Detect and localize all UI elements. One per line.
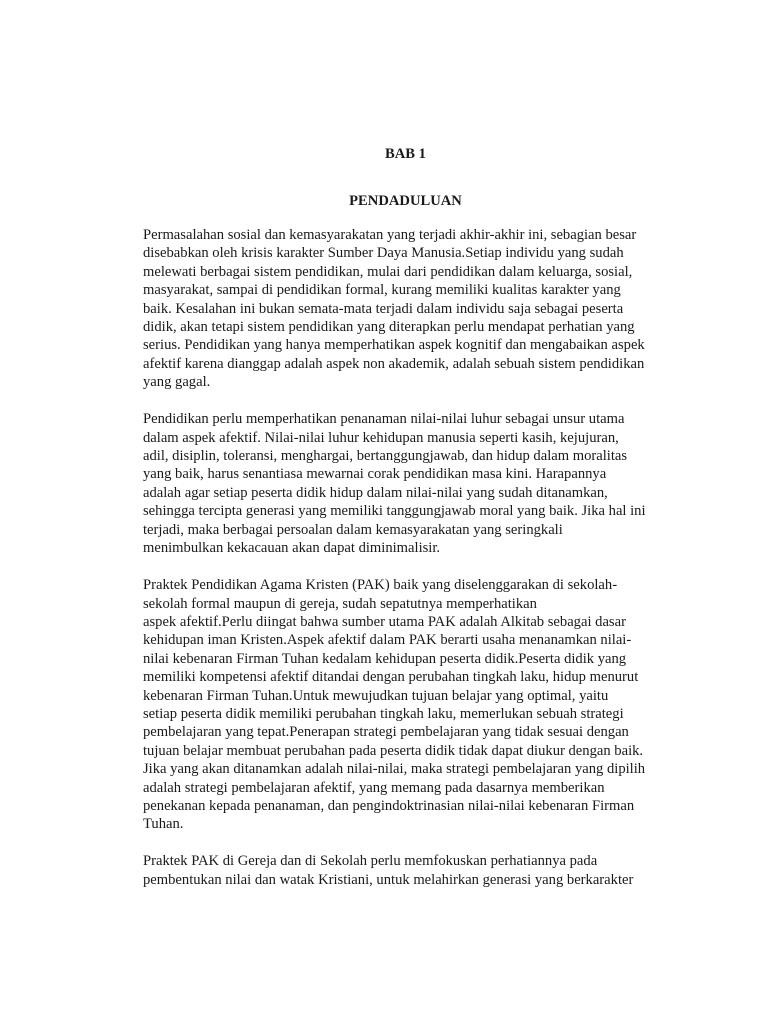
text-line: yang baik, harus senantiasa mewarnai corak pendidikan masa kini. Harapannya [143,466,607,483]
text-line: tujuan belajar membuat perubahan pada peserta didik tidak dapat diukur dengan baik. [143,742,644,759]
text-line: baik. Kesalahan ini bukan semata-mata terjadi dalam individu saja sebagai peserta [143,300,624,317]
text-line: kehidupan iman Kristen.Aspek afektif dalam PAK berarti usaha menanamkan nilai- [143,632,632,649]
text-line: pembelajaran yang tepat.Penerapan strategi pembelajaran yang tidak sesuai dengan [143,724,629,741]
text-line: sehingga tercipta generasi yang memiliki tanggungjawab moral yang baik. Jika hal ini [143,503,646,520]
text-line: memiliki kompetensi afektif ditandai dengan perubahan tingkah laku, hidup menurut [143,669,639,686]
text-line: menimbulkan kekacauan akan dapat diminimalisir. [143,540,441,557]
text-line: terjadi, maka berbagai persoalan dalam kemasyarakatan yang seringkali [143,521,563,538]
text-line: masyarakat, sampai di pendidikan formal, kurang memiliki kualitas karakter yang [143,282,621,299]
paragraph-1 [143,226,668,392]
paragraph-3 [143,576,668,834]
text-line: sekolah formal maupun di gereja, sudah sepatutnya memperhatikan [143,595,537,612]
section-heading: PENDADULUAN [349,193,462,209]
text-line: kebenaran Firman Tuhan.Untuk mewujudkan tujuan belajar yang optimal, yaitu [143,687,609,704]
text-line: pembentukan nilai dan watak Kristiani, untuk melahirkan generasi yang berkarakter [143,871,634,888]
text-line: adil, disiplin, toleransi, menghargai, bertanggungjawab, dan hidup dalam moralitas [143,448,628,465]
paragraph-2 [143,410,668,557]
text-line: afektif karena dianggap adalah aspek non akademik, adalah sebuah sistem pendidikan [143,355,645,372]
document-body [143,145,668,908]
text-line: nilai kebenaran Firman Tuhan kedalam kehidupan peserta didik.Peserta didik yang [143,650,627,667]
text-line: adalah agar setiap peserta didik hidup dalam nilai-nilai yang sudah ditanamkan, [143,484,608,501]
text-line: aspek afektif.Perlu diingat bahwa sumber utama PAK adalah Alkitab sebagai dasar [143,613,626,630]
text-line: Praktek PAK di Gereja dan di Sekolah perlu memfokuskan perhatiannya pada [143,853,598,870]
text-line: serius. Pendidikan yang hanya memperhatikan aspek kognitif dan mengabaikan aspek [143,337,645,354]
text-line: penekanan kepada penanaman, dan pengindoktrinasian nilai-nilai kebenaran Firman [143,797,635,814]
text-line: didik, akan tetapi sistem pendidikan yang diterapkan perlu mendapat perhatian yang [143,319,635,336]
text-line: disebabkan oleh krisis karakter Sumber Daya Manusia.Setiap individu yang sudah [143,245,624,262]
text-line: yang gagal. [143,374,211,391]
paragraph-4 [143,852,668,889]
text-line: Jika yang akan ditanamkan adalah nilai-nilai, maka strategi pembelajaran yang dipilih [143,761,646,778]
text-line: adalah strategi pembelajaran afektif, yang memang pada dasarnya memberikan [143,779,605,796]
text-line: Praktek Pendidikan Agama Kristen (PAK) baik yang diselenggarakan di sekolah- [143,577,618,594]
text-line: melewati berbagai sistem pendidikan, mulai dari pendidikan dalam keluarga, sosial, [143,263,633,280]
text-line: dalam aspek afektif. Nilai-nilai luhur kehidupan manusia seperti kasih, kejujuran, [143,429,619,446]
text-line: Pendidikan perlu memperhatikan penanaman nilai-nilai luhur sebagai unsur utama [143,411,625,428]
text-line: setiap peserta didik memiliki perubahan tingkah laku, memerlukan sebuah strategi [143,705,624,722]
chapter-title: BAB 1 [385,146,426,162]
text-line: Permasalahan sosial dan kemasyarakatan yang terjadi akhir-akhir ini, sebagian besar [143,227,637,243]
text-line: Tuhan. [143,816,184,833]
